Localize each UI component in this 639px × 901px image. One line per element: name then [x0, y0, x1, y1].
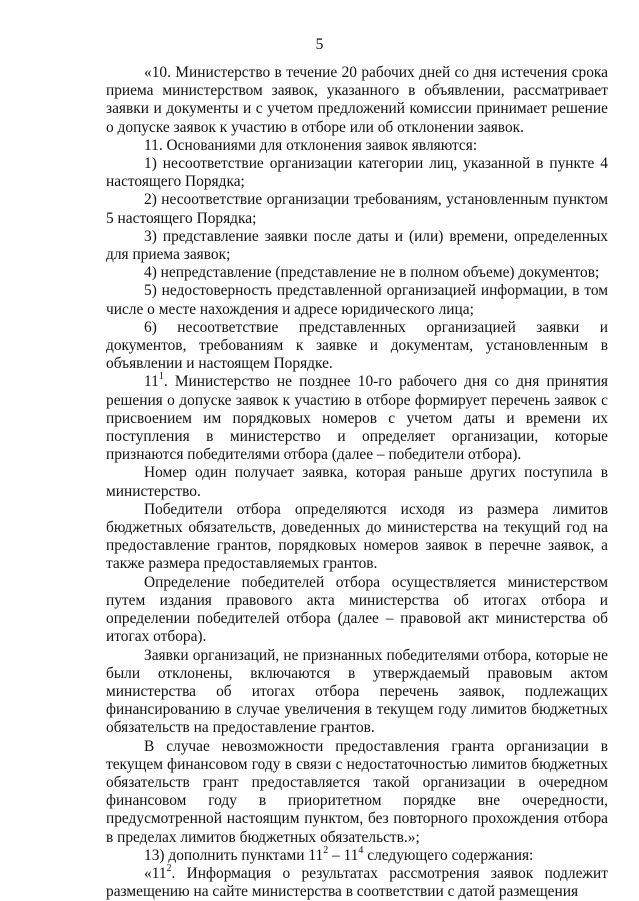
paragraph-clause-11-2	[106, 862, 608, 901]
paragraph-clause-10: «10. Министерство в течение 20 рабочих дней со дня истечения срока приема министерством заявок, указанного в объявлении, рассматривает заявки и документы и с учетом предложений комиссии принимает решение о допуске заявок к участию в отборе или об отклонении заявок.	[106, 64, 608, 136]
paragraph-winners-decision: Определение победителей отбора осуществляется министерством путем издания правового акта министерства об итогах отбора и определении победителей отбора (далее – правовой акт министерства об итогах отбора).	[106, 573, 608, 646]
page-number: 5	[315, 36, 324, 53]
item-13-text: 13) дополнить пунктами 11	[144, 846, 324, 864]
paragraph-item-13	[106, 844, 608, 865]
paragraph-item-2: 2) несоответствие организации требованиям, установленным пунктом 5 настоящего Порядка;	[106, 191, 608, 227]
paragraph-winners-determined: Победители отбора определяются исходя из размера лимитов бюджетных обязательств, доведенных до министерства на текущий год на предоставление грантов, порядковых номеров заявок в перечне заявок, а также размера предоставляемых грантов.	[106, 500, 608, 573]
paragraph-clause-11-1	[106, 373, 608, 464]
paragraph-not-winners: Заявки организаций, не признанных победителями отбора, которые не были отклонены, включаются в утверждаемый правовым актом министерства об итогах отбора перечень заявок, подлежащих финансированию в случае увеличения в текущем году лимитов бюджетных обязательств на предоставление грантов.	[106, 646, 608, 737]
item-13-range-dash: – 11	[328, 846, 359, 864]
item-13-tail: следующего содержания:	[363, 846, 534, 864]
clause-superscript: 2	[166, 862, 172, 874]
clause-text: . Информация о результатах рассмотрения заявок подлежит размещению на сайте министерства в соответствии с датой размещения	[106, 864, 608, 901]
item-13-superscript-start: 2	[323, 844, 329, 856]
paragraph-clause-11: 11. Основаниями для отклонения заявок являются:	[144, 136, 478, 154]
paragraph-item-6: 6) несоответствие представленных организацией заявки и документов, требованиям к заявке и документам, установленным в объявлении и настоящем Порядке.	[106, 318, 608, 373]
paragraph-item-4: 4) непредставление (представление не в полном объеме) документов;	[144, 264, 600, 282]
clause-superscript: 1	[158, 371, 164, 383]
item-13-superscript-end: 4	[358, 844, 364, 856]
paragraph-item-1: 1) несоответствие организации категории лиц, указанной в пункте 4 настоящего Порядка;	[106, 155, 608, 191]
paragraph-item-3: 3) представление заявки после даты и (или) времени, определенных для приема заявок;	[106, 227, 608, 264]
paragraph-item-5: 5) недостоверность представленной организацией информации, в том числе о месте нахождения и адресе юридического лица;	[106, 282, 608, 318]
document-body	[106, 64, 608, 901]
clause-number: «11	[144, 864, 167, 882]
clause-number: 11	[144, 373, 159, 391]
paragraph-number-one: Номер один получает заявка, которая раньше других поступила в министерство.	[106, 464, 608, 500]
paragraph-impossibility: В случае невозможности предоставления гранта организации в текущем финансовом году в связи с недостаточностью лимитов бюджетных обязательств грант предоставляется такой организации в очередном финансовом году в приоритетном порядке вне очередности, предусмотренной настоящим пунктом, без повторного прохождения отбора в пределах лимитов бюджетных обязательств.»;	[106, 737, 608, 846]
clause-text: . Министерство не позднее 10-го рабочего дня со дня принятия решения о допуске заявок к участию в отборе формирует перечень заявок с присвоением им порядковых номеров с учетом даты и времени их поступления в министерство и определяет организации, которые признаются победителями отбора (далее – победители отбора).	[106, 373, 608, 464]
